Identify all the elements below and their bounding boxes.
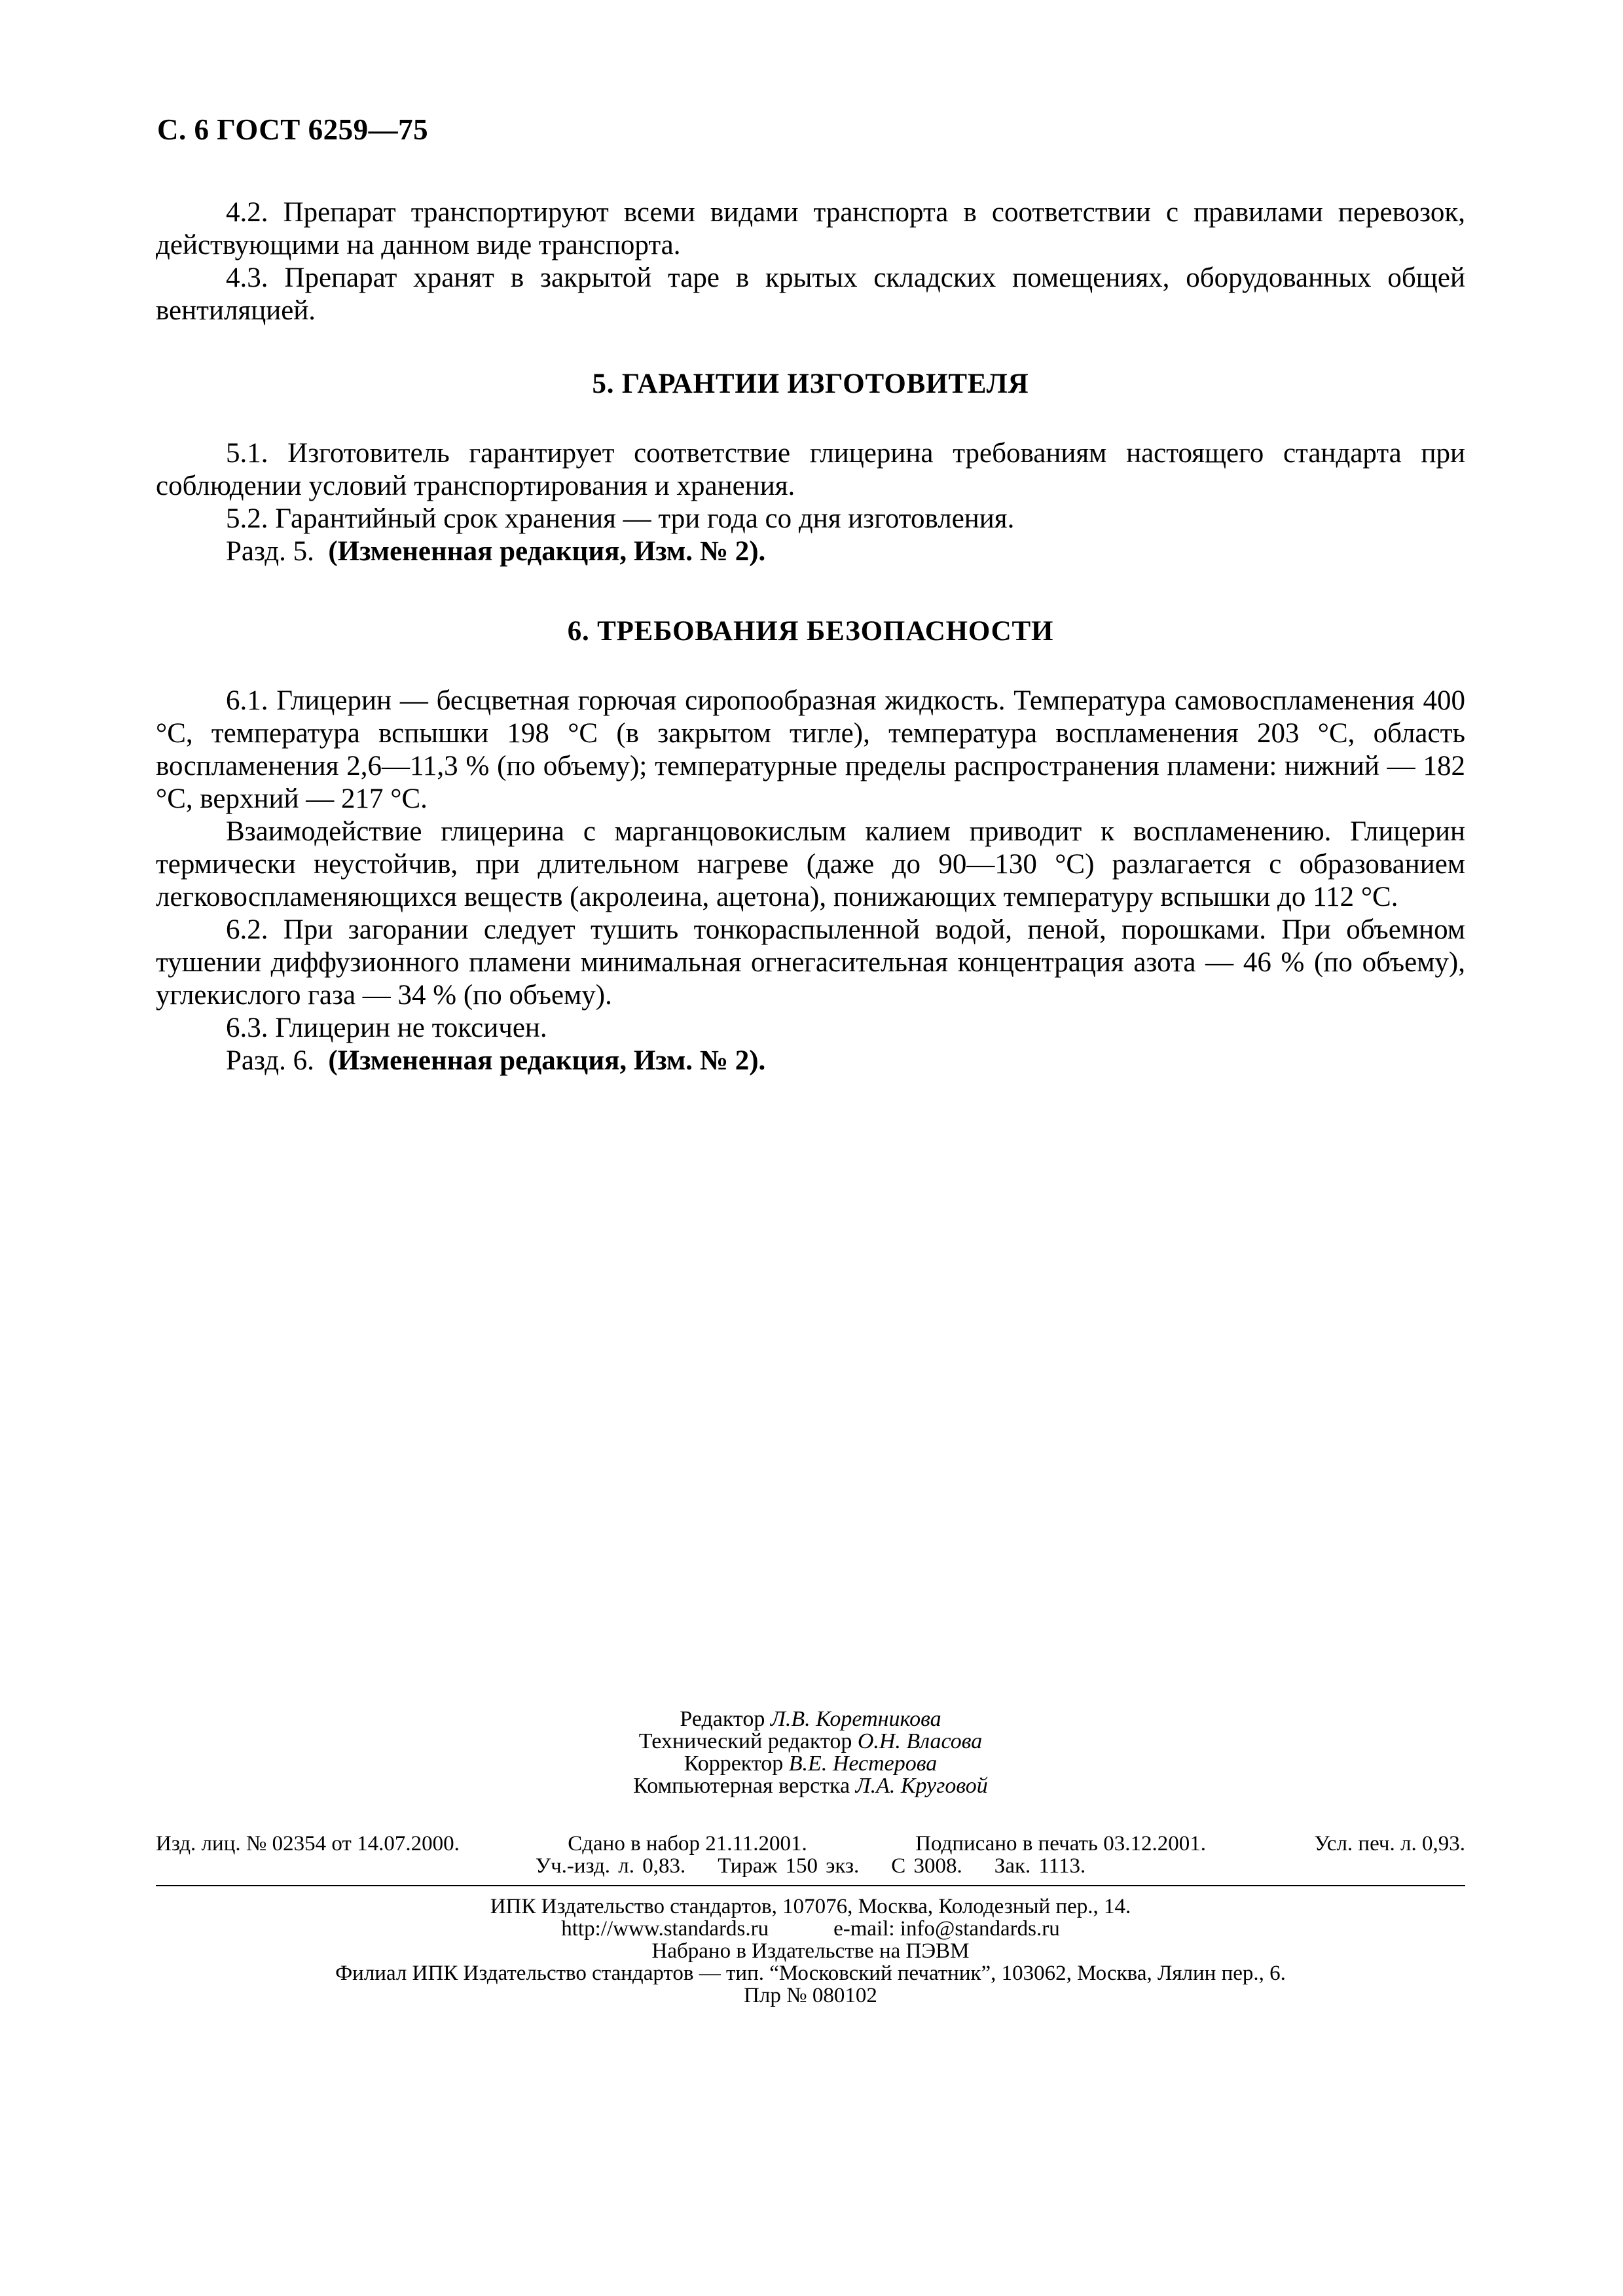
publisher-email: e-mail: info@standards.ru bbox=[833, 1917, 1060, 1941]
note-amendment: (Измененная редакция, Изм. № 2). bbox=[328, 536, 766, 567]
publisher-block bbox=[156, 1895, 1465, 2007]
section-5-heading: 5. ГАРАНТИИ ИЗГОТОВИТЕЛЯ bbox=[592, 368, 1029, 399]
credit-tech-editor: Технический редактор О.Н. Власова bbox=[638, 1729, 983, 1753]
imprint-typeset: Сдано в набор 21.11.2001. bbox=[568, 1832, 807, 1856]
paragraph-6-3: 6.3. Глицерин не токсичен. bbox=[226, 1013, 547, 1043]
imprint-pub-sheets: Уч.-изд. л. 0,83. bbox=[535, 1854, 686, 1878]
imprint-print-sheets: Усл. печ. л. 0,93. bbox=[1314, 1832, 1465, 1856]
typeset-note: Набрано в Издательстве на ПЭВМ bbox=[651, 1939, 970, 1963]
section-5-amendment-note bbox=[156, 535, 1465, 568]
paragraph-4-2: 4.2. Препарат транспортируют всеми видами транспорта в соответствии с правилами перевозок, действующими на данном виде транспорта. bbox=[156, 197, 1465, 260]
section-6-amendment-note bbox=[156, 1045, 1465, 1077]
imprint-row-1 bbox=[156, 1833, 1465, 1855]
paragraph-6-1-cont: Взаимодействие глицерина с марганцовокислым калием приводит к воспламенению. Глицерин термически неустойчив, при длительном нагреве (даже до 90—130 °С) разлагается с образованием легковоспламеняющихся веществ (акролеина, ацетона), понижающих температуру вспышки до 112 °С. bbox=[156, 816, 1465, 912]
paragraph-6-1: 6.1. Глицерин — бесцветная горючая сиропообразная жидкость. Температура самовоспламенения 400 °С, температура вспышки 198 °С (в закрытом тигле), температура воспламенения 203 °С, область воспламенения 2,6—11,3 % (по объему); температурные пределы распространения пламени: нижний — 182 °С, верхний — 217 °С. bbox=[156, 685, 1465, 814]
credit-layout: Компьютерная верстка Л.А. Круговой bbox=[633, 1774, 988, 1798]
paragraph-6-2: 6.2. При загорании следует тушить тонкораспыленной водой, пеной, порошками. При объемном тушении диффузионного пламени минимальная огнегасительная концентрация азота — 46 % (по объему), углекислого газа — 34 % (по объему). bbox=[156, 914, 1465, 1011]
paragraph-5-2: 5.2. Гарантийный срок хранения — три года со дня изготовления. bbox=[226, 503, 1015, 534]
imprint-license: Изд. лиц. № 02354 от 14.07.2000. bbox=[156, 1832, 460, 1856]
printer-address: Филиал ИПК Издательство стандартов — тип. “Московский печатник”, 103062, Москва, Лялин пер., 6. bbox=[335, 1962, 1286, 1985]
publisher-contacts bbox=[156, 1918, 1465, 1940]
credits-block bbox=[156, 1708, 1465, 1797]
imprint-code: С 3008. bbox=[891, 1854, 962, 1878]
section-6-text bbox=[156, 685, 1465, 1077]
imprint-order: Зак. 1113. bbox=[994, 1854, 1086, 1878]
paragraph-5-1: 5.1. Изготовитель гарантирует соответствие глицерина требованиям настоящего стандарта при соблюдении условий транспортирования и хранения. bbox=[156, 438, 1465, 501]
note-prefix: Разд. 6. bbox=[226, 1045, 314, 1076]
page-header: С. 6 ГОСТ 6259—75 bbox=[157, 113, 429, 146]
publisher-address: ИПК Издательство стандартов, 107076, Москва, Колодезный пер., 14. bbox=[490, 1895, 1131, 1918]
divider-line bbox=[156, 1885, 1465, 1886]
imprint-block bbox=[156, 1833, 1465, 1877]
paragraph-4-3: 4.3. Препарат хранят в закрытой таре в крытых складских помещениях, оборудованных общей вентиляцией. bbox=[156, 262, 1465, 326]
section-4-text bbox=[156, 196, 1465, 327]
credit-corrector: Корректор В.Е. Нестерова bbox=[684, 1751, 938, 1776]
section-6-heading: 6. ТРЕБОВАНИЯ БЕЗОПАСНОСТИ bbox=[567, 616, 1054, 647]
imprint-circulation: Тираж 150 экз. bbox=[718, 1854, 860, 1878]
note-prefix: Разд. 5. bbox=[226, 536, 314, 567]
imprint-row-2 bbox=[156, 1855, 1465, 1877]
note-amendment: (Измененная редакция, Изм. № 2). bbox=[328, 1045, 766, 1076]
imprint-signed: Подписано в печать 03.12.2001. bbox=[915, 1832, 1206, 1856]
publisher-url: http://www.standards.ru bbox=[561, 1917, 769, 1941]
section-5-text bbox=[156, 437, 1465, 568]
printer-license: Плр № 080102 bbox=[744, 1984, 877, 2007]
credit-editor: Редактор Л.В. Коретникова bbox=[680, 1707, 941, 1731]
